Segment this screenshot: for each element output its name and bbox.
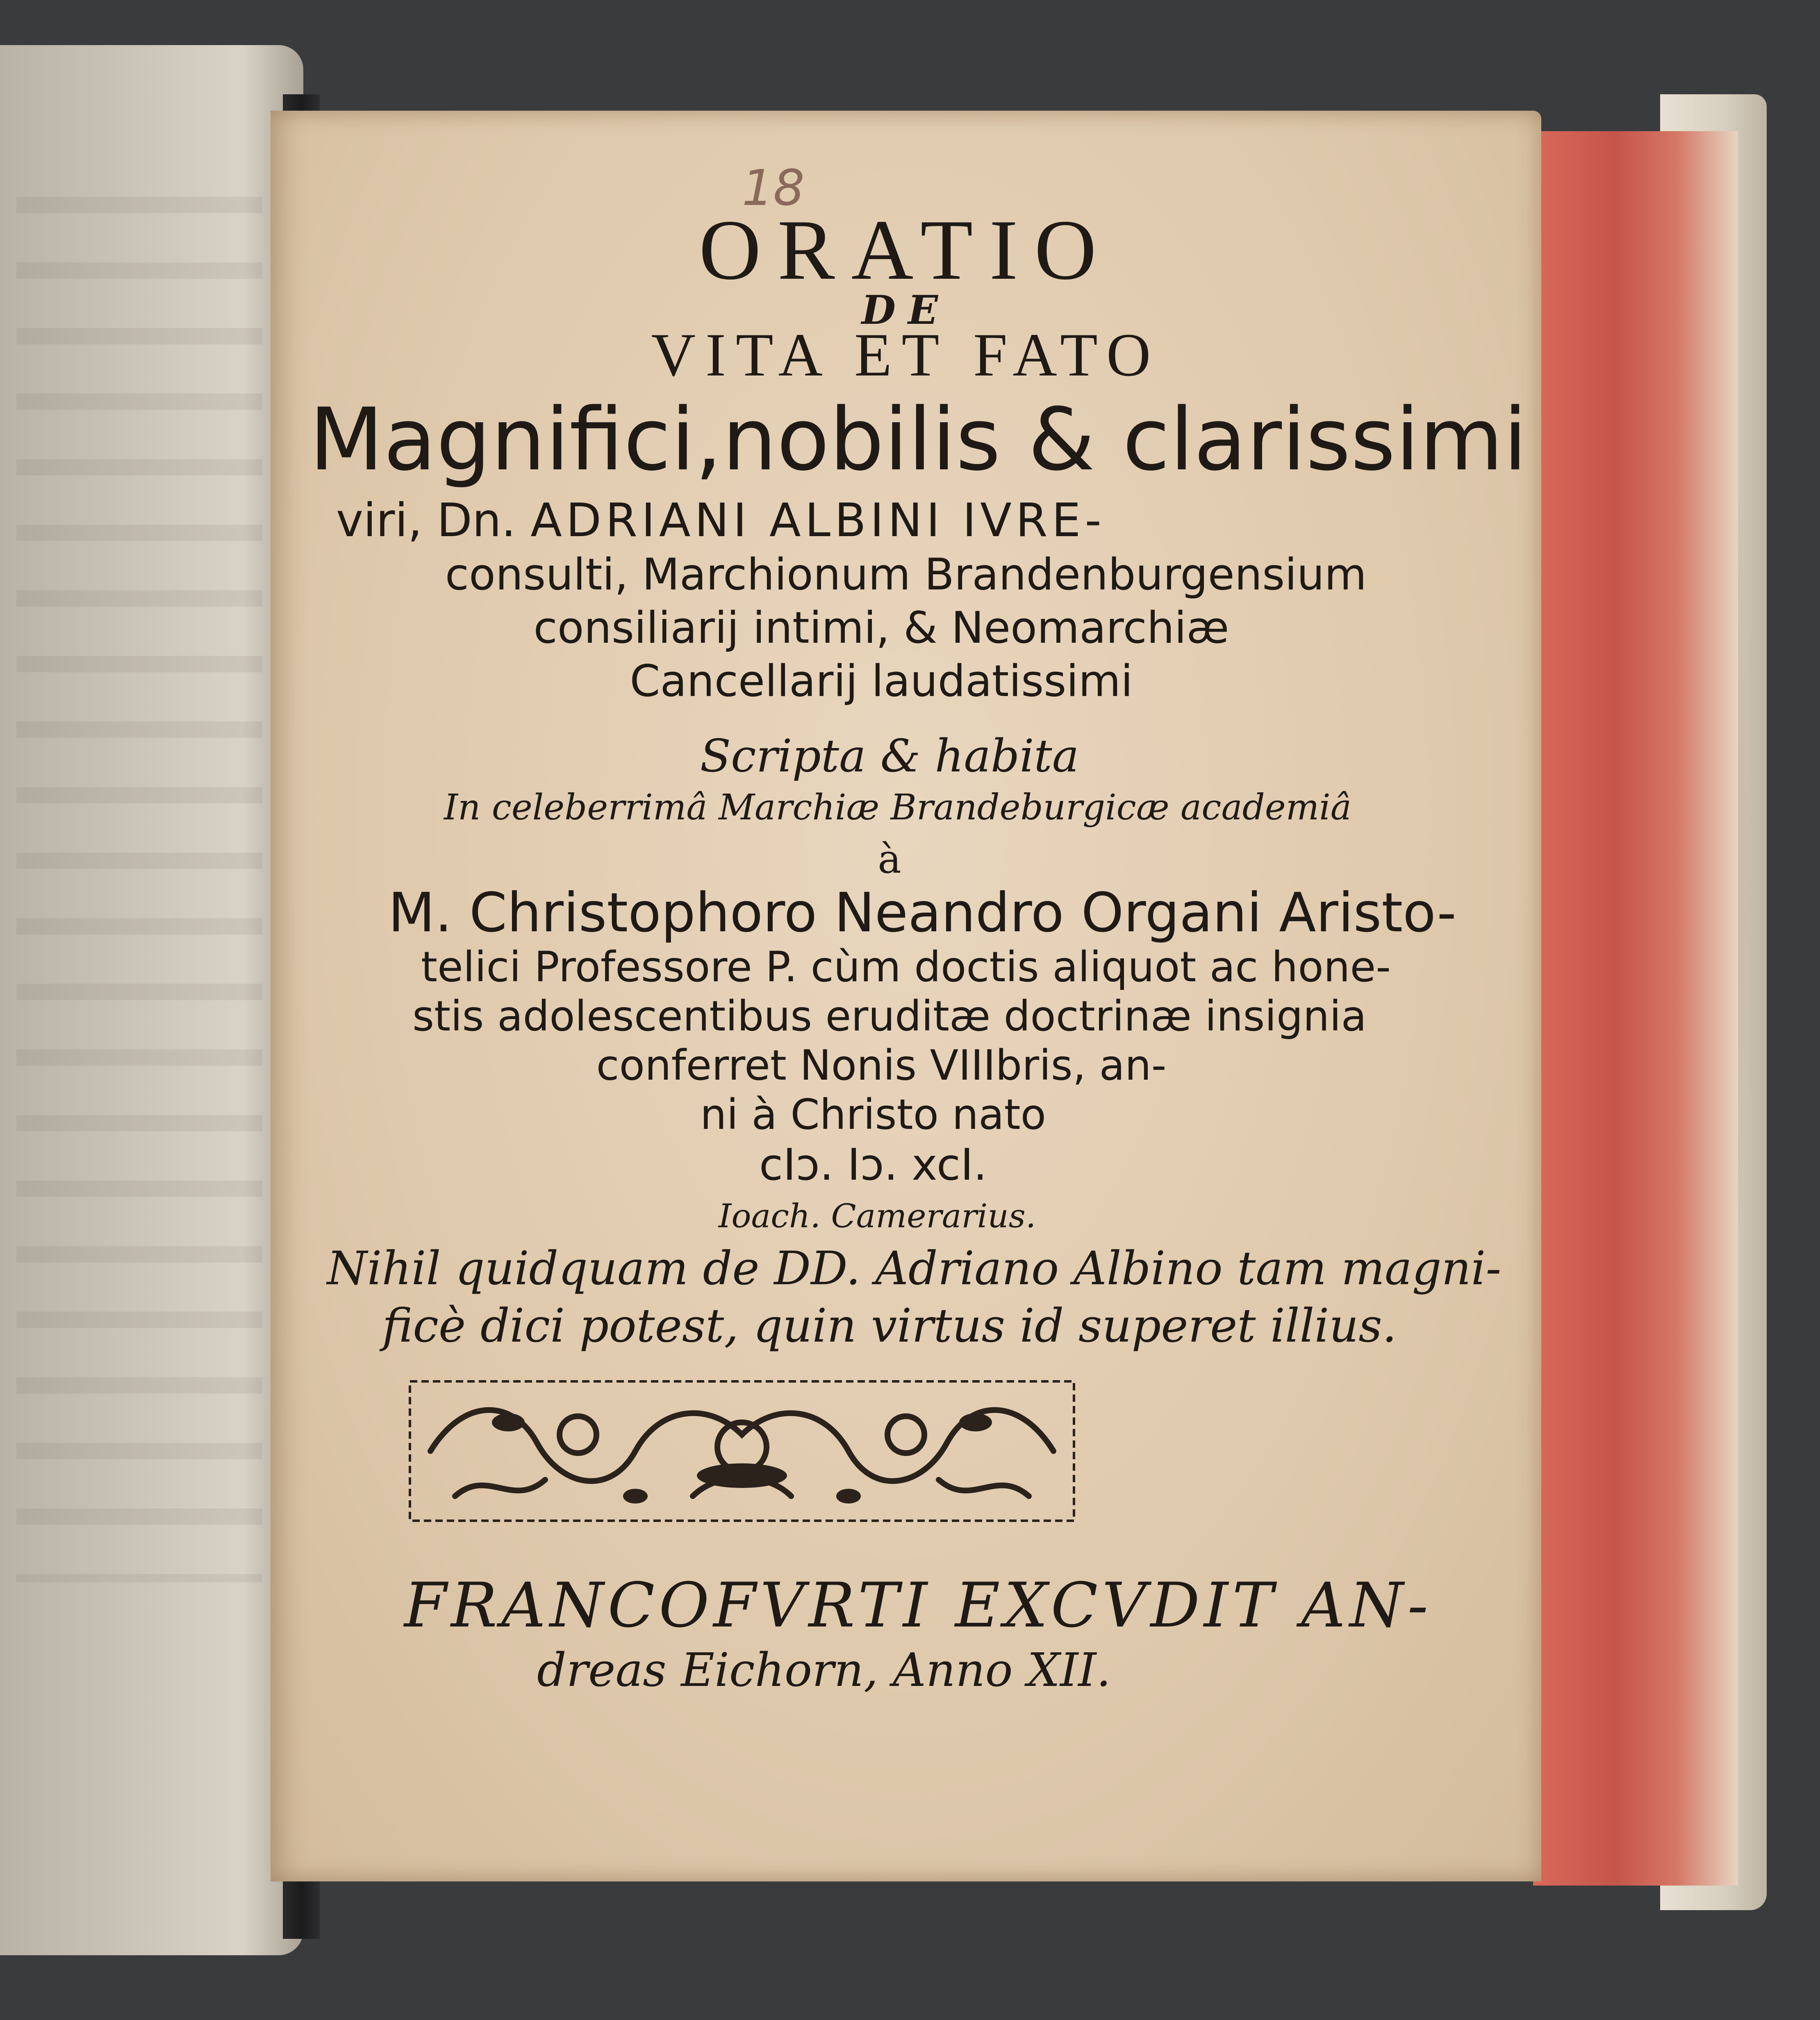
title-oratio: ORATIO: [699, 202, 1113, 298]
line-viri-caps: ADRIANI ALBINI IVRE-: [530, 494, 1106, 547]
line-stis: stis adolescentibus eruditæ doctrinæ insignia: [412, 992, 1367, 1041]
line-ni-a-christo: ni à Christo nato: [700, 1090, 1046, 1139]
imprint-francofurti: FRANCOFVRTI EXCVDIT AN-: [404, 1570, 1433, 1641]
line-telici: telici Professore P. cùm doctis aliquot ac hone-: [421, 943, 1391, 992]
line-scripta-et-habita: Scripta & habita: [700, 730, 1079, 782]
line-fice-dici: ficè dici potest, quin virtus id superet illius.: [382, 1299, 1397, 1353]
title-vita-et-fato: VITA ET FATO: [651, 321, 1161, 389]
line-year: cIↄ. Iↄ. xcI.: [759, 1140, 987, 1190]
line-a: à: [878, 836, 901, 882]
folio-mark: 18: [742, 160, 805, 217]
line-ioach-camerarius: Ioach. Camerarius.: [718, 1197, 1036, 1235]
printers-ornament: [406, 1373, 1078, 1529]
title-page: [271, 111, 1541, 1881]
line-consulti: consulti, Marchionum Brandenburgensium: [445, 549, 1367, 600]
line-cancellarij: Cancellarij laudatissimi: [630, 656, 1133, 706]
imprint-andreas-eichorn: dreas Eichorn, Anno XII.: [537, 1644, 1111, 1697]
red-page-edges: [1533, 131, 1738, 1886]
show-through-text: [16, 148, 262, 1582]
line-conferret: conferret Nonis VIIIbris, an-: [596, 1041, 1167, 1090]
line-viri: [303, 494, 1574, 547]
line-in-celeberrima: In celeberrimâ Marchiæ Brandeburgicæ academiâ: [444, 787, 1351, 828]
line-christophoro: M. Christophoro Neandro Organi Aristo-: [388, 881, 1456, 944]
line-magnifici: Magnifici,nobilis & clarissimi: [309, 389, 1527, 490]
line-nihil-quidquam: Nihil quidquam de DD. Adriano Albino tam magni-: [327, 1242, 1502, 1295]
title-de: DE: [861, 287, 951, 333]
line-consiliarij: consiliarij intimi, & Neomarchiæ: [533, 603, 1229, 653]
line-viri-prefix: viri, Dn.: [336, 494, 516, 547]
title-page-content: [271, 111, 1541, 1881]
